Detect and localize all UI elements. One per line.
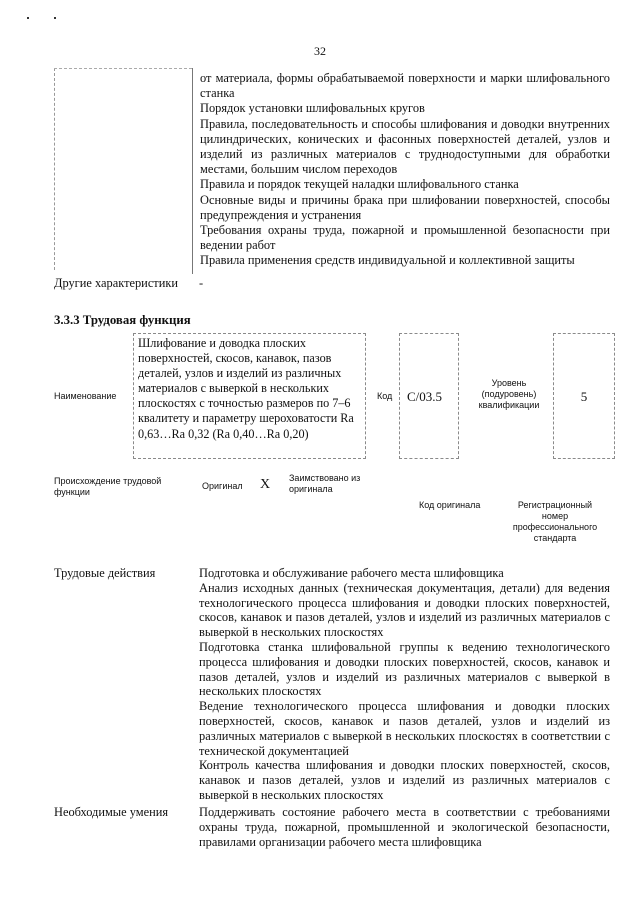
name-value: Шлифование и доводка плоских поверхностей, скосов, канавок, пазов деталей, узлов и изделий из различных материалов с выверкой в нескольких плоскостях с точностью размеров по 7–6 квалитету и параметру шероховатости Ra 0,63…Ra 0,32 (Ra 0,40…Ra 0,20): [138, 336, 354, 441]
table-divider: [192, 68, 193, 274]
list-item: Правила и порядок текущей наладки шлифовального станка: [200, 177, 519, 192]
level-value: 5: [580, 389, 588, 404]
reg-number-label: Регистрационный номер профессионального стандарта: [512, 500, 598, 543]
level-label: Уровень (подуровень) квалификации: [478, 378, 540, 410]
code-label: Код: [377, 391, 393, 401]
list-item: Порядок установки шлифовальных кругов: [200, 101, 425, 116]
list-item: Требования охраны труда, пожарной и промышленной безопасности при ведении работ: [200, 223, 610, 253]
labor-actions-label: Трудовые действия: [54, 566, 156, 580]
code-original-label: Код оригинала: [419, 500, 481, 510]
list-item: Правила применения средств индивидуальной и коллективной защиты: [200, 253, 575, 268]
skills-list: [199, 805, 610, 849]
scan-speck: [54, 17, 56, 19]
table-divider: [54, 68, 55, 270]
continuation-list: [200, 71, 610, 269]
borrowed-label: Заимствовано из оригинала: [289, 473, 361, 494]
list-item: Ведение технологического процесса шлифования и доводки плоских поверхностей, скосов, канавок и пазов деталей, узлов и изделий из различных материалов с выверкой в нескольких плоскостях в соответствии с технической документацией: [199, 699, 610, 758]
code-value: С/03.5: [407, 389, 443, 404]
list-item: Поддерживать состояние рабочего места в соответствии с требованиями охраны труда, пожарной, промышленной и экологической безопасности, правилами организации рабочего места шлифовщика: [199, 805, 610, 849]
original-mark: X: [260, 477, 271, 492]
list-item: Анализ исходных данных (техническая документация, детали) для ведения технологического процесса шлифования и доводки плоских поверхностей, скосов, канавок и пазов деталей, узлов и изделий из различных материалов с выверкой в нескольких плоскостях: [199, 580, 610, 640]
list-item: Правила, последовательность и способы шлифования и доводки внутренних цилиндрических, конических и фасонных поверхностей деталей, узлов и изделий из различных материалов с труднодоступными для обработки местами, большим числом переходов: [200, 116, 610, 177]
name-label: Наименование: [54, 391, 117, 401]
table-divider: [54, 68, 192, 69]
page-number: 32: [314, 44, 326, 58]
section-heading: 3.3.3 Трудовая функция: [54, 313, 191, 327]
original-label: Оригинал: [202, 481, 243, 491]
list-item: Контроль качества шлифования и доводки плоских поверхностей, скосов, канавок и пазов деталей, узлов и изделий из различных материалов с выверкой в нескольких плоскостях: [199, 758, 610, 802]
origin-label: Происхождение трудовой функции: [54, 476, 162, 497]
labor-actions-list: [199, 566, 610, 803]
other-characteristics-value: -: [199, 276, 204, 290]
scan-speck: [27, 17, 29, 19]
list-item: Подготовка станка шлифовальной группы к ведению технологического процесса шлифования и доводки плоских поверхностей, скосов, канавок и пазов деталей, узлов и изделий из различных материалов с выверкой в нескольких плоскостях: [199, 639, 610, 699]
list-item: от материала, формы обрабатываемой поверхности и марки шлифовального станка: [200, 71, 610, 101]
other-characteristics-label: Другие характеристики: [54, 276, 179, 290]
list-item: Подготовка и обслуживание рабочего места шлифовщика: [199, 566, 504, 580]
skills-label: Необходимые умения: [54, 805, 169, 819]
list-item: Основные виды и причины брака при шлифовании поверхностей, способы предупреждения и устранения: [200, 192, 610, 222]
